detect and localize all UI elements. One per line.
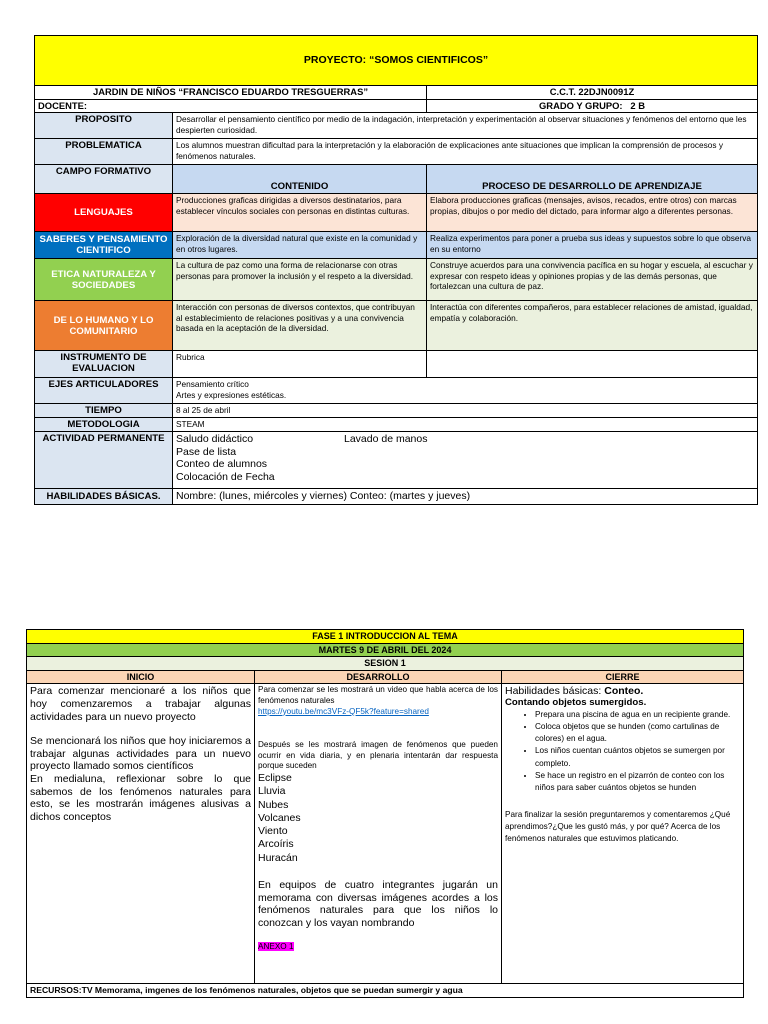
pda-lenguajes: Elabora producciones graficas (mensajes, avisos, recados, entre otros) con marcas propias, dibujos o por medio del dictado, para informar algo a diferentes personas. <box>427 194 758 232</box>
instrumento-text: Rubrica <box>173 351 427 378</box>
fenomeno-item: Eclipse <box>258 771 292 784</box>
campo-label: CAMPO FORMATIVO <box>35 165 173 194</box>
contenido-saberes: Exploración de la diversidad natural que existe en la comunidad y en otros lugares. <box>173 232 427 259</box>
fase-title: FASE 1 INTRODUCCION AL TEMA <box>27 630 744 644</box>
instrumento-empty <box>427 351 758 378</box>
cierre-step: • Coloca objetos que se hunden (como cartulinas de colores) en el agua. <box>535 721 740 746</box>
video-link[interactable]: https://youtu.be/mc3VFz-QF5k?feature=shared <box>258 706 429 716</box>
contenido-header: CONTENIDO <box>173 165 427 194</box>
cierre-cell <box>502 684 744 984</box>
cierre-step: • Se hace un registro en el pizarrón de conteo con los niños para saber cuántos objetos se hunden <box>535 770 740 795</box>
desarrollo-intro: Para comenzar se les mostrará un video que habla acerca de los fenómenos naturales <box>258 685 498 705</box>
actividad-cell <box>173 432 758 489</box>
pda-saberes: Realiza experimentos para poner a prueba sus ideas y supuestos sobre lo que observa en su entorno <box>427 232 758 259</box>
metodologia-text: STEAM <box>173 418 758 432</box>
fenomeno-item: Arcoíris <box>258 838 294 851</box>
habilidades-label: HABILIDADES BÁSICAS. <box>35 489 173 505</box>
instrumento-label: INSTRUMENTO DE EVALUACION <box>35 351 173 378</box>
grade-value: 2 B <box>630 99 645 111</box>
habilidades-text: Nombre: (lunes, miércoles y viernes) Conteo: (martes y jueves) <box>173 489 758 505</box>
fenomeno-item: Viento <box>258 825 288 838</box>
school-name: JARDIN DE NIÑOS “FRANCISCO EDUARDO TRESGUERRAS” <box>35 86 427 100</box>
fenomeno-item: Nubes <box>258 798 289 811</box>
tiempo-text: 8 al 25 de abril <box>173 404 758 418</box>
docente-label: DOCENTE: <box>35 99 427 113</box>
cierre-steps <box>505 709 740 795</box>
fenomeno-item: Volcanes <box>258 811 301 824</box>
session-table <box>26 629 744 998</box>
desarrollo-paragraph: En equipos de cuatro integrantes jugarán un memorama con diversas imágenes acordes a los fenómenos naturales para que los niños lo conozcan y los vayan nombrando <box>258 879 498 929</box>
actividad-extra: Lavado de manos <box>344 433 428 446</box>
session-number: SESION 1 <box>27 657 744 671</box>
problematica-text: Los alumnos muestran dificultad para la interpretación y la elaboración de explicaciones ante situaciones que implican la comprensión de procesos y fenómenos naturales. <box>173 139 758 165</box>
proposito-label: PROPOSITO <box>35 113 173 139</box>
anexo-label: ANEXO 1 <box>258 942 294 952</box>
grade-group <box>427 99 758 113</box>
cierre-final: Para finalizar la sesión preguntaremos y comentaremos ¿Qué aprendimos?¿Que les gustó más, y por qué? Acerca de los fenómenos naturales que estuvimos platicando. <box>505 809 731 844</box>
desarrollo-cell <box>255 684 502 984</box>
problematica-label: PROBLEMATICA <box>35 139 173 165</box>
campo-lenguajes: LENGUAJES <box>35 194 173 232</box>
project-table <box>34 35 758 505</box>
cierre-step: • Prepara una piscina de agua en un recipiente grande. <box>535 709 740 721</box>
contenido-humano: Interacción con personas de diversos contextos, que contribuyan al establecimiento de relaciones positivas y a una convivencia basada en la aceptación de la diversidad. <box>173 301 427 351</box>
pda-header: PROCESO DE DESARROLLO DE APRENDIZAJE <box>427 165 758 194</box>
inicio-cell <box>27 684 255 984</box>
grade-label: GRADO Y GRUPO: <box>539 99 623 111</box>
eje-item: Artes y expresiones estéticas. <box>176 389 287 400</box>
ejes-cell <box>173 378 758 404</box>
desarrollo-paragraph: Después se les mostrará imagen de fenómenos que pueden ocurrir en vida diaria, y en plenaria intentarán dar respuesta porque suceden <box>258 740 498 771</box>
actividad-label: ACTIVIDAD PERMANENTE <box>35 432 173 489</box>
contenido-lenguajes: Producciones graficas dirigidas a diversos destinatarios, para establecer vínculos sociales con personas en distintas culturas. <box>173 194 427 232</box>
fenomenos-list <box>258 772 498 865</box>
proposito-text: Desarrollar el pensamiento científico por medio de la indagación, interpretación y experimentación al observar situaciones y fenómenos del entorno que les despierten curiosidad. <box>173 113 758 139</box>
desarrollo-header: DESARROLLO <box>255 670 502 684</box>
cct: C.C.T. 22DJN0091Z <box>427 86 758 100</box>
pda-etica: Construye acuerdos para una convivencia pacífica en su hogar y escuela, al escuchar y expresar con respeto ideas y opiniones propias y de las demás personas, que fortalezcan una cultura de paz. <box>427 259 758 301</box>
eje-item: Pensamiento crítico <box>176 379 249 390</box>
recursos: RECURSOS:TV Memorama, imgenes de los fenómenos naturales, objetos que se puedan sumergir y agua <box>27 984 744 998</box>
cierre-header: CIERRE <box>502 670 744 684</box>
actividad-item: Saludo didáctico <box>176 433 254 446</box>
campo-humano: DE LO HUMANO Y LO COMUNITARIO <box>35 301 173 351</box>
cierre-hab-label: Habilidades básicas: <box>505 685 602 698</box>
actividad-item: Pase de lista <box>176 445 237 458</box>
fenomeno-item: Huracán <box>258 851 298 864</box>
campo-etica: ETICA NATURALEZA Y SOCIEDADES <box>35 259 173 301</box>
pda-humano: Interactúa con diferentes compañeros, para establecer relaciones de amistad, igualdad, empatía y colaboración. <box>427 301 758 351</box>
inicio-paragraph: Se mencionará los niños que hoy iniciaremos a trabajar algunas actividades para un nuevo proyecto llamado somos científicos <box>30 735 251 773</box>
project-title: PROYECTO: “SOMOS CIENTIFICOS” <box>35 36 758 86</box>
tiempo-label: TIEMPO <box>35 404 173 418</box>
metodologia-label: METODOLOGIA <box>35 418 173 432</box>
contenido-etica: La cultura de paz como una forma de relacionarse con otras personas para promover la inclusión y el respeto a la diversidad. <box>173 259 427 301</box>
actividad-item: Conteo de alumnos <box>176 458 268 471</box>
inicio-header: INICIO <box>27 670 255 684</box>
ejes-label: EJES ARTICULADORES <box>35 378 173 404</box>
inicio-paragraph: En medialuna, reflexionar sobre lo que sabemos de los fenómenos naturales para esto, se les mostrarán imágenes alusivas a dichos conceptos <box>30 772 251 823</box>
cierre-step: • Los niños cuentan cuántos objetos se sumergen por completo. <box>535 745 740 770</box>
cierre-subtitle: Contando objetos sumergidos. <box>505 696 647 708</box>
cierre-hab-value: Conteo. <box>604 685 644 698</box>
session-date: MARTES 9 DE ABRIL DEL 2024 <box>27 643 744 657</box>
inicio-paragraph: Para comenzar mencionaré a los niños que hoy comenzaremos a trabajar algunas actividades para un nuevo proyecto <box>30 685 251 723</box>
campo-saberes: SABERES Y PENSAMIENTO CIENTIFICO <box>35 232 173 259</box>
fenomeno-item: Lluvia <box>258 785 286 798</box>
actividad-item: Colocación de Fecha <box>176 470 275 483</box>
